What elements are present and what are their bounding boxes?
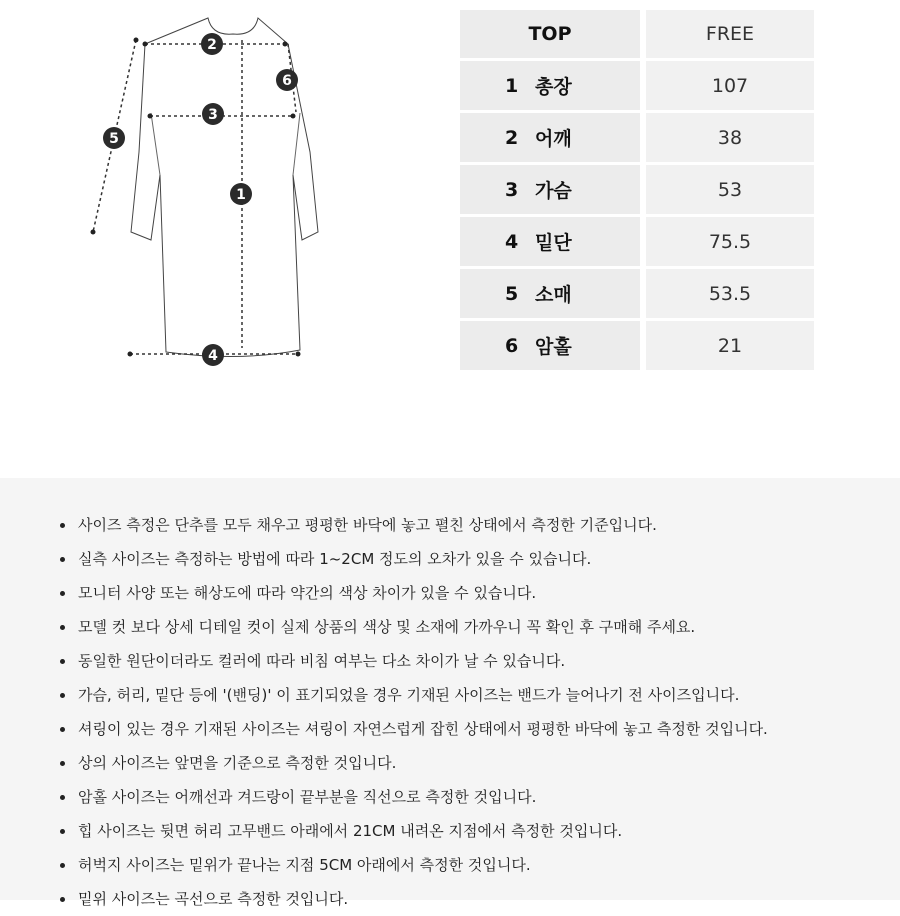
list-item — [56, 678, 886, 712]
table-row — [460, 269, 814, 318]
row-value: 53.5 — [646, 269, 814, 318]
list-item — [56, 576, 886, 610]
row-value: 21 — [646, 321, 814, 370]
svg-text:5: 5 — [109, 131, 119, 147]
hem-point-left — [128, 352, 133, 357]
bullet-icon — [60, 829, 65, 834]
marker-6 — [276, 69, 298, 91]
row-number: 1 — [505, 74, 519, 97]
bullet-icon — [60, 523, 65, 528]
header-top: TOP — [460, 10, 640, 58]
size-table-header — [460, 10, 814, 58]
row-label — [460, 321, 640, 370]
table-row — [460, 165, 814, 214]
note-text: 가슴, 허리, 밑단 등에 '(밴딩)' 이 표기되었을 경우 기재된 사이즈는 밴드가 늘어나기 전 사이즈입니다. — [78, 686, 740, 704]
bullet-icon — [60, 591, 65, 596]
row-number: 6 — [505, 334, 519, 357]
row-value: 107 — [646, 61, 814, 110]
shoulder-point-right — [283, 42, 288, 47]
table-row — [460, 217, 814, 266]
list-item — [56, 814, 886, 848]
chest-point-right — [291, 114, 296, 119]
list-item — [56, 610, 886, 644]
table-row — [460, 113, 814, 162]
row-number: 2 — [505, 126, 519, 149]
note-text: 모델 컷 보다 상세 디테일 컷이 실제 상품의 색상 및 소재에 가까우니 꼭 확인 후 구매해 주세요. — [78, 618, 696, 636]
row-value: 38 — [646, 113, 814, 162]
bullet-icon — [60, 863, 65, 868]
row-name: 어깨 — [535, 128, 572, 150]
size-notes-list — [56, 508, 886, 916]
bullet-icon — [60, 761, 65, 766]
row-number: 5 — [505, 282, 519, 305]
row-label — [460, 61, 640, 110]
note-text: 밑위 사이즈는 곡선으로 측정한 것입니다. — [78, 890, 349, 908]
chest-point-left — [148, 114, 153, 119]
row-value: 53 — [646, 165, 814, 214]
note-text: 사이즈 측정은 단추를 모두 채우고 평평한 바닥에 놓고 펼친 상태에서 측정한 기준입니다. — [78, 516, 657, 534]
table-row — [460, 61, 814, 110]
sleeve-point-bottom — [91, 230, 96, 235]
bullet-icon — [60, 625, 65, 630]
row-value: 75.5 — [646, 217, 814, 266]
list-item — [56, 848, 886, 882]
row-number: 4 — [505, 230, 519, 253]
marker-1 — [230, 183, 252, 205]
list-item — [56, 882, 886, 916]
marker-4 — [202, 344, 224, 366]
note-text: 상의 사이즈는 앞면을 기준으로 측정한 것입니다. — [78, 754, 397, 772]
row-name: 소매 — [535, 284, 572, 306]
size-table — [460, 10, 814, 373]
list-item — [56, 746, 886, 780]
row-label — [460, 269, 640, 318]
marker-3 — [202, 103, 224, 125]
note-text: 동일한 원단이더라도 컬러에 따라 비침 여부는 다소 차이가 날 수 있습니다. — [78, 652, 566, 670]
row-label — [460, 165, 640, 214]
list-item — [56, 508, 886, 542]
bullet-icon — [60, 659, 65, 664]
note-text: 허벅지 사이즈는 밑위가 끝나는 지점 5CM 아래에서 측정한 것입니다. — [78, 856, 531, 874]
row-label — [460, 113, 640, 162]
svg-text:4: 4 — [208, 348, 218, 364]
row-name: 총장 — [535, 76, 572, 98]
row-name: 가슴 — [535, 180, 572, 202]
bullet-icon — [60, 557, 65, 562]
svg-text:6: 6 — [282, 73, 292, 89]
note-text: 암홀 사이즈는 어깨선과 겨드랑이 끝부분을 직선으로 측정한 것입니다. — [78, 788, 537, 806]
dress-outline — [131, 18, 318, 357]
list-item — [56, 712, 886, 746]
row-name: 암홀 — [535, 336, 572, 358]
marker-5 — [103, 127, 125, 149]
list-item — [56, 644, 886, 678]
row-label — [460, 217, 640, 266]
hem-point-right — [296, 352, 301, 357]
list-item — [56, 780, 886, 814]
svg-text:1: 1 — [236, 187, 246, 203]
dress-outline-svg — [88, 0, 438, 390]
note-text: 힙 사이즈는 뒷면 허리 고무밴드 아래에서 21CM 내려온 지점에서 측정한 것입니다. — [78, 822, 623, 840]
header-free: FREE — [646, 10, 814, 58]
bullet-icon — [60, 727, 65, 732]
garment-measurement-diagram — [88, 0, 438, 390]
table-row — [460, 321, 814, 370]
bullet-icon — [60, 795, 65, 800]
list-item — [56, 542, 886, 576]
bullet-icon — [60, 693, 65, 698]
note-text: 실측 사이즈는 측정하는 방법에 따라 1~2CM 정도의 오차가 있을 수 있습니다. — [78, 550, 592, 568]
sleeve-point-top — [134, 38, 139, 43]
svg-text:3: 3 — [208, 107, 218, 123]
marker-2 — [201, 33, 223, 55]
row-number: 3 — [505, 178, 519, 201]
note-text: 셔링이 있는 경우 기재된 사이즈는 셔링이 자연스럽게 잡힌 상태에서 평평한 바닥에 놓고 측정한 것입니다. — [78, 720, 768, 738]
svg-text:2: 2 — [207, 37, 217, 53]
size-notes-section — [0, 478, 900, 908]
note-text: 모니터 사양 또는 해상도에 따라 약간의 색상 차이가 있을 수 있습니다. — [78, 584, 537, 602]
shoulder-point-left — [143, 42, 148, 47]
row-name: 밑단 — [535, 232, 572, 254]
